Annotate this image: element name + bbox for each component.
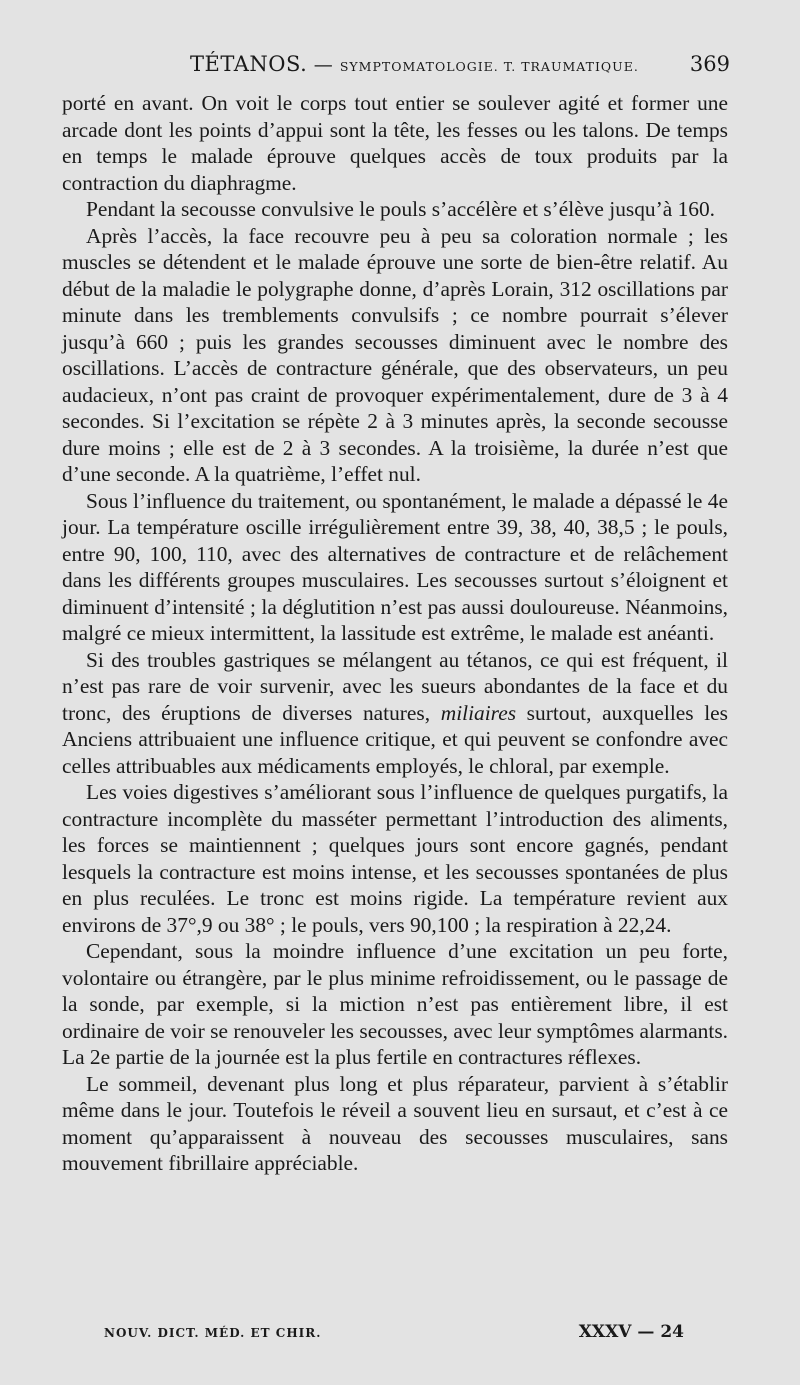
footer-signature: XXXV — 24	[578, 1322, 684, 1342]
paragraph-4: Sous l’influence du traitement, ou spontanément, le malade a dépassé le 4e jour. La température oscille irrégulièrement entre 39, 38, 40, 38,5 ; le pouls, entre 90, 100, 110, avec des alternatives de contracture et de relâchement dans les différents groupes musculaires. Les secousses surtout s’éloignent et diminuent d’intensité ; la déglutition n’est pas aussi douloureuse. Néanmoins, malgré ce mieux intermittent, la lassitude est extrême, le malade est anéanti.	[62, 488, 728, 645]
running-title-sub: SYMPTOMATOLOGIE. T. TRAUMATIQUE.	[339, 59, 639, 74]
paragraph-8: Le sommeil, devenant plus long et plus réparateur, parvient à s’établir même dans le jour. Toutefois le réveil a souvent lieu en sursaut, et c’est à ce moment qu’apparaissent à nouveau des secousses musculaires, sans mouvement fibrillaire appréciable.	[62, 1071, 728, 1175]
paragraph-5-italic-term: miliaires	[440, 700, 517, 725]
running-title	[190, 52, 639, 76]
paragraph-5-text-before: Si des troubles gastriques se mélangent au tétanos, ce qui est fréquent, il n’est pas rare de voir survenir, avec les sueurs abondantes de la face et du tronc, des éruptions de diverses natures,	[62, 647, 728, 725]
paragraph-1: porté en avant. On voit le corps tout entier se soulever agité et former une arcade dont les points d’appui sont la tête, les fesses ou les talons. De temps en temps le malade éprouve quelques accès de toux produits par la contraction du diaphragme.	[62, 91, 728, 195]
running-title-main: TÉTANOS.	[190, 52, 308, 76]
body-text	[62, 90, 728, 1177]
paragraph-6: Les voies digestives s’améliorant sous l’influence de quelques purgatifs, la contracture incomplète du masséter permettant l’introduction des aliments, les forces se maintiennent ; quelques jours sont encore gagnés, pendant lesquels la contracture est moins intense, et les secousses spontanées de plus en plus reculées. Le tronc est moins rigide. La température revient aux environs de 37°,9 ou 38° ; le pouls, vers 90,100 ; la respiration à 22,24.	[62, 780, 728, 937]
paragraph-3: Après l’accès, la face recouvre peu à peu sa coloration normale ; les muscles se détendent et le malade éprouve une sorte de bien-être relatif. Au début de la maladie le polygraphe donne, d’après Lorain, 312 oscillations par minute dans les tremblements convulsifs ; ce nombre pourrait s’élever jusqu’à 660 ; puis les grandes secousses diminuent avec le nombre des oscillations. L’accès de contracture générale, que des observateurs, un peu audacieux, n’ont pas craint de provoquer expérimentalement, dure de 3 à 4 secondes. Si l’excitation se répète 2 à 3 minutes après, la seconde secousse dure moins ; elle est de 2 à 3 secondes. A la troisième, la durée n’est que d’une seconde. A la quatrième, l’effet nul.	[62, 223, 728, 486]
paragraph-2: Pendant la secousse convulsive le pouls s’accélère et s’élève jusqu’à 160.	[86, 197, 716, 221]
page-number: 369	[689, 52, 730, 76]
footer-publication: NOUV. DICT. MÉD. ET CHIR.	[104, 1326, 322, 1340]
running-title-dash: —	[307, 54, 340, 76]
paragraph-5-text-after: surtout, auxquelles les Anciens attribuaient une influence critique, et qui peuvent se confondre avec celles attribuables aux médicaments employés, le chloral, par exemple.	[62, 700, 728, 778]
paragraph-5	[62, 647, 728, 780]
paragraph-7: Cependant, sous la moindre influence d’une excitation un peu forte, volontaire ou étrangère, par le plus minime refroidissement, ou le passage de la sonde, par exemple, si la miction n’est pas entièrement libre, il est ordinaire de voir se renouveler les secousses, avec leur symptômes alarmants. La 2e partie de la journée est la plus fertile en contractures réflexes.	[62, 939, 728, 1069]
page-footer	[104, 1322, 684, 1350]
running-header	[60, 52, 730, 92]
